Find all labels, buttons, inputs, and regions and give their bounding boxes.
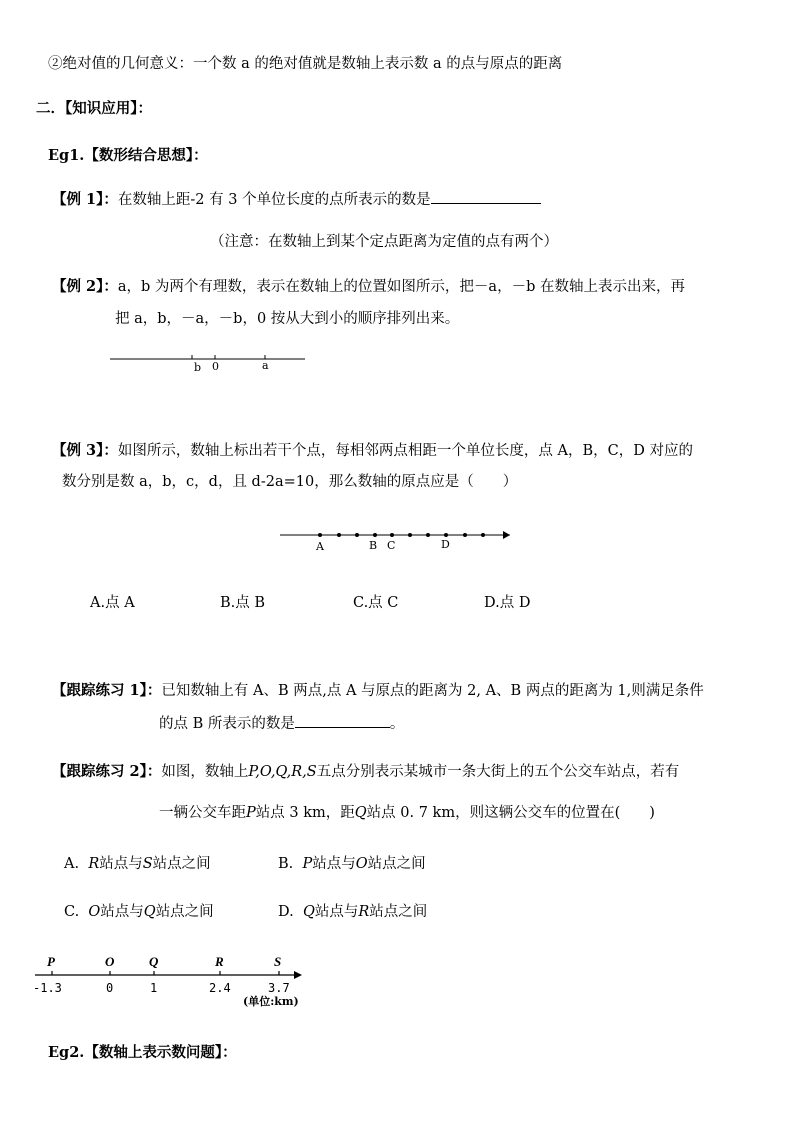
tracking-1-tag: 【跟踪练习 1】：	[52, 682, 162, 699]
option-b-letter: B.	[278, 856, 294, 872]
option-c-mid: 站点与	[100, 904, 144, 920]
example-1-text: 在数轴上距-2 有 3 个单位长度的点所表示的数是	[117, 192, 431, 208]
option-c-letter: C.	[64, 904, 80, 920]
example-1-tag: 【例 1】：	[52, 191, 118, 208]
stop-label-O: O	[105, 954, 115, 969]
option-d[interactable]: D.点 D	[484, 595, 531, 611]
option-a-mid: 站点与	[99, 856, 143, 872]
eg2-heading: Eg2.【数轴上表示数问题】：	[48, 1044, 237, 1061]
option-c[interactable]: C.点 C	[353, 595, 399, 611]
example-3-tag: 【例 3】：	[52, 442, 118, 459]
eg1-heading: Eg1.【数形结合思想】：	[48, 147, 208, 164]
option-d-letter: D.	[278, 904, 294, 920]
axis-label-A: A	[316, 540, 324, 553]
tracking-1-text2: 的点 B 所表示的数是	[159, 716, 295, 732]
option-d-mid: 站点与	[314, 904, 359, 920]
option-c-v2: Q	[143, 904, 156, 920]
stop-value-O: 0	[106, 981, 114, 995]
axis-label-B: B	[369, 539, 378, 552]
axis-label-D: D	[441, 538, 450, 551]
var-Q: Q	[354, 805, 367, 821]
option-a-v2: S	[142, 856, 153, 872]
absolute-value-definition: ②绝对值的几何意义：一个数 a 的绝对值就是数轴上表示数 a 的点与原点的距离	[48, 56, 563, 72]
stop-value-P: -1.3	[33, 981, 62, 995]
tracking-2-stops: P,O,Q,R,S	[248, 764, 317, 780]
option-d-v2: R	[358, 904, 370, 920]
tracking-2-text1a: 如图，数轴上	[161, 764, 249, 780]
axis-label-0: 0	[212, 360, 219, 373]
option-b-mid: 站点与	[312, 856, 356, 872]
option-c-post: 站点之间	[155, 904, 214, 920]
option-a[interactable]: A.点 A	[90, 595, 135, 611]
option-a-post: 站点之间	[152, 856, 211, 872]
axis-label-a: a	[262, 359, 269, 372]
tracking-1-text1: 已知数轴上有 A、B 两点,点 A 与原点的距离为 2, A、B 两点的距离为 1,则满足条件	[161, 683, 704, 699]
option-b-v1: P	[302, 856, 313, 872]
axis-label-C: C	[387, 539, 396, 552]
option-b[interactable]: B.点 B	[220, 595, 266, 611]
unit-label: (单位:km)	[243, 995, 299, 1008]
option-d-post: 站点之间	[369, 904, 428, 920]
example-2-text1: a，b 为两个有理数，表示在数轴上的位置如图所示，把－a，－b 在数轴上表示出来，再	[117, 279, 685, 295]
example-2-line2: 把 a，b，－a，－b，0 按从大到小的顺序排列出来。	[115, 311, 460, 327]
tracking-2-text2c: 站点 3 km，距	[255, 805, 355, 821]
option-b-v2: O	[355, 856, 368, 872]
stop-label-S: S	[274, 954, 282, 969]
example-2-tag: 【例 2】：	[52, 278, 118, 295]
option-a-v1: R	[88, 856, 100, 872]
tracking-1-period: 。	[389, 716, 405, 732]
section-title: 二．【知识应用】：	[36, 100, 152, 117]
stop-value-S: 3.7	[268, 981, 290, 995]
option-b-post: 站点之间	[367, 856, 426, 872]
stop-label-Q: Q	[149, 954, 159, 969]
example-1-note: （注意：在数轴上到某个定点距离为定值的点有两个）	[210, 234, 558, 250]
stop-label-R: R	[215, 954, 224, 969]
stop-label-P: P	[47, 954, 55, 969]
option-c-v1: O	[88, 904, 101, 920]
axis-label-b: b	[194, 361, 202, 374]
option-d-v1: Q	[302, 904, 315, 920]
tracking-2-text2e: 站点 0. 7 km，则这辆公交车的位置在( )	[366, 805, 655, 821]
var-P: P	[246, 805, 256, 821]
option-a-letter: A.	[64, 856, 80, 872]
tracking-2-text2a: 一辆公交车距	[159, 805, 246, 821]
stop-value-R: 2.4	[209, 981, 231, 995]
example-3-text1: 如图所示，数轴上标出若干个点，每相邻两点相距一个单位长度，点 A，B，C，D 对应的	[117, 443, 693, 459]
example-3-line2: 数分别是数 a，b，c，d，且 d-2a=10，那么数轴的原点应是（ ）	[62, 474, 518, 490]
tracking-2-tag: 【跟踪练习 2】：	[52, 763, 162, 780]
tracking-2-text1c: 五点分别表示某城市一条大街上的五个公交车站点，若有	[316, 764, 680, 780]
stop-value-Q: 1	[150, 981, 158, 995]
